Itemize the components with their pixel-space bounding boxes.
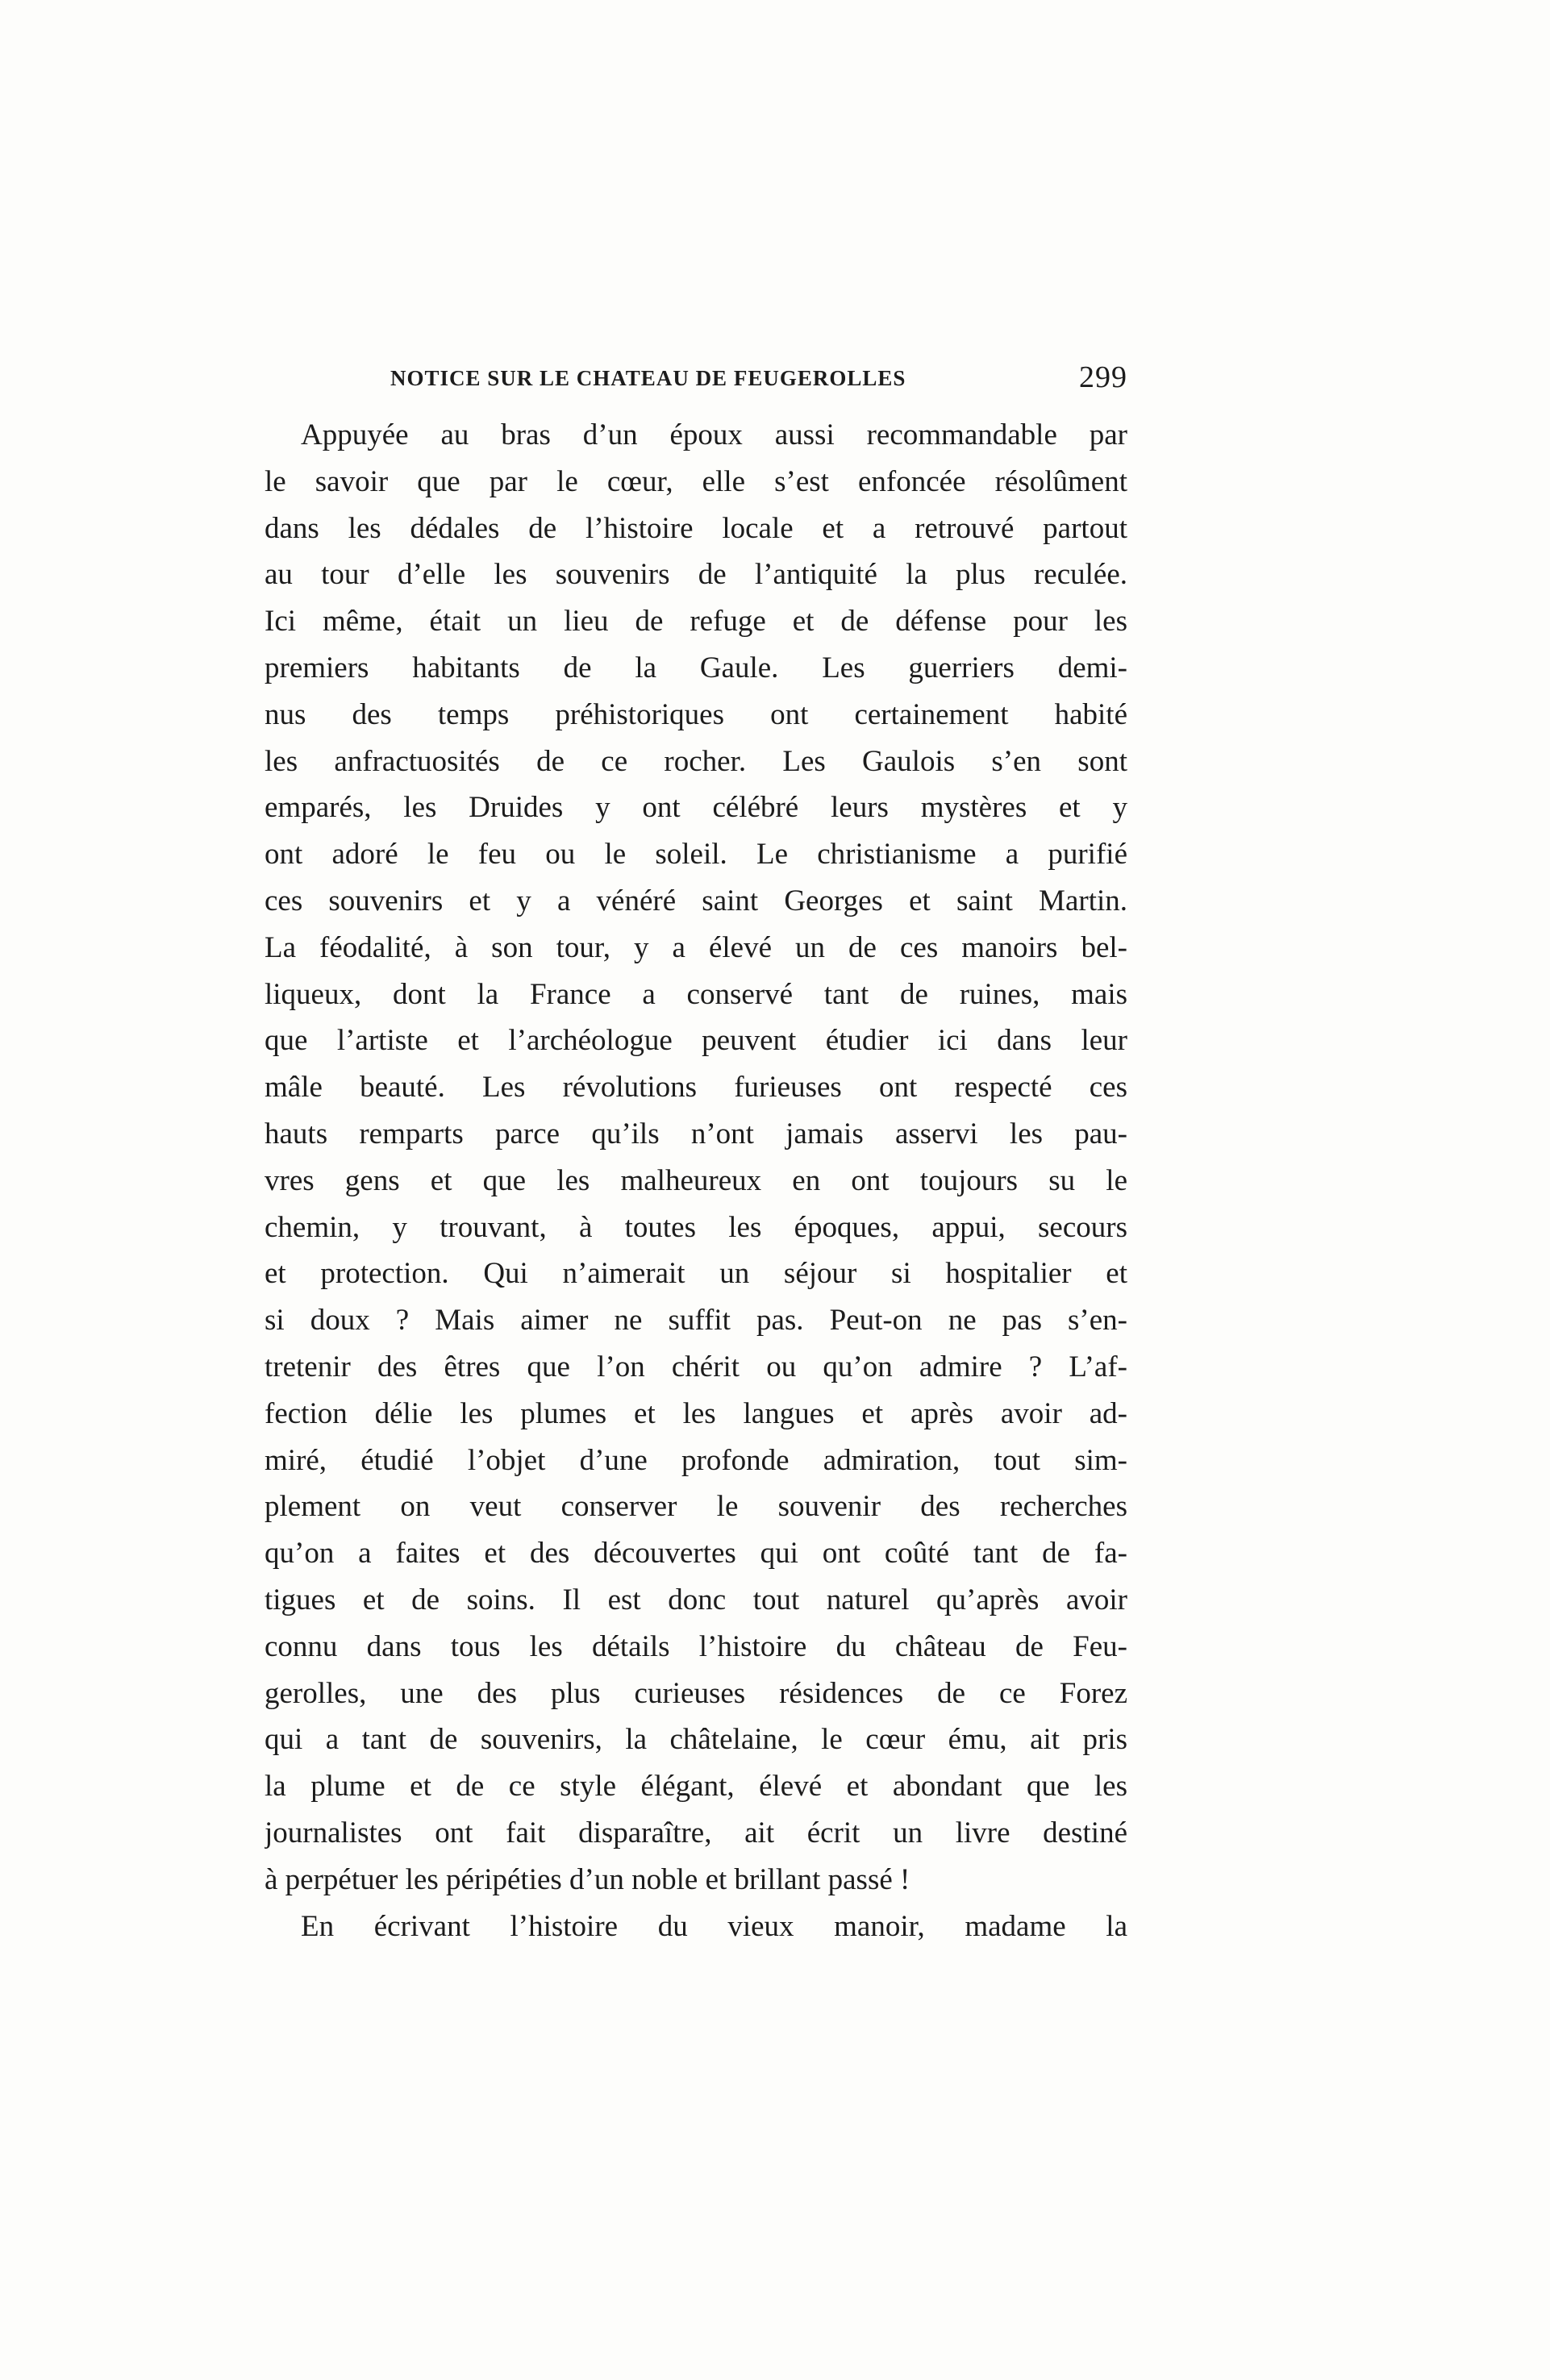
text-line: plement on veut conserver le souvenir des recherches <box>265 1490 1127 1524</box>
text-line: En écrivant l’histoire du vieux manoir, madame la <box>301 1909 1127 1943</box>
text-line: miré, étudié l’objet d’une profonde admiration, tout sim- <box>265 1443 1127 1477</box>
text-line: liqueux, dont la France a conservé tant de ruines, mais <box>265 977 1127 1011</box>
text-line: mâle beauté. Les révolutions furieuses ont respecté ces <box>265 1071 1127 1105</box>
text-line: que l’artiste et l’archéologue peuvent étudier ici dans leur <box>265 1024 1127 1058</box>
text-line: au tour d’elle les souvenirs de l’antiquité la plus reculée. <box>265 558 1127 592</box>
body-text <box>265 412 1127 1949</box>
text-line: qu’on a faites et des découvertes qui ont coûté tant de fa- <box>265 1537 1127 1571</box>
text-line: les anfractuosités de ce rocher. Les Gaulois s’en sont <box>265 744 1127 778</box>
text-line: ces souvenirs et y a vénéré saint Georges et saint Martin. <box>265 884 1127 917</box>
text-line: premiers habitants de la Gaule. Les guerriers demi- <box>265 651 1127 684</box>
text-line: gerolles, une des plus curieuses résidences de ce Forez <box>265 1676 1127 1710</box>
text-line: à perpétuer les péripéties d’un noble et brillant passé ! <box>265 1862 910 1896</box>
text-line: et protection. Qui n’aimerait un séjour si hospitalier et <box>265 1257 1127 1291</box>
text-line: si doux ? Mais aimer ne suffit pas. Peut-on ne pas s’en- <box>265 1304 1127 1338</box>
text-line: journalistes ont fait disparaître, ait écrit un livre destiné <box>265 1816 1127 1849</box>
running-header <box>390 360 1127 397</box>
text-line: hauts remparts parce qu’ils n’ont jamais asservi les pau- <box>265 1117 1127 1150</box>
text-line: tretenir des êtres que l’on chérit ou qu’on admire ? L’af- <box>265 1350 1127 1383</box>
text-line: emparés, les Druides y ont célébré leurs mystères et y <box>265 791 1127 825</box>
text-line: ont adoré le feu ou le soleil. Le christianisme a purifié <box>265 838 1127 872</box>
text-line: le savoir que par le cœur, elle s’est enfoncée résolûment <box>265 464 1127 498</box>
text-line: nus des temps préhistoriques ont certainement habité <box>265 697 1127 731</box>
text-line: Ici même, était un lieu de refuge et de défense pour les <box>265 605 1127 639</box>
text-line: Appuyée au bras d’un époux aussi recommandable par <box>301 418 1127 451</box>
text-line: dans les dédales de l’histoire locale et a retrouvé partout <box>265 511 1127 545</box>
text-line: La féodalité, à son tour, y a élevé un de ces manoirs bel- <box>265 930 1127 964</box>
text-line: fection délie les plumes et les langues et après avoir ad- <box>265 1396 1127 1430</box>
text-line: chemin, y trouvant, à toutes les époques, appui, secours <box>265 1210 1127 1244</box>
text-line: qui a tant de souvenirs, la châtelaine, le cœur ému, ait pris <box>265 1723 1127 1757</box>
text-line: connu dans tous les détails l’histoire du château de Feu- <box>265 1629 1127 1663</box>
text-line: tigues et de soins. Il est donc tout naturel qu’après avoir <box>265 1583 1127 1616</box>
text-line: la plume et de ce style élégant, élevé et abondant que les <box>265 1770 1127 1804</box>
running-title: NOTICE SUR LE CHATEAU DE FEUGEROLLES <box>390 366 906 390</box>
text-line: vres gens et que les malheureux en ont toujours su le <box>265 1163 1127 1197</box>
page-number: 299 <box>1079 360 1127 394</box>
